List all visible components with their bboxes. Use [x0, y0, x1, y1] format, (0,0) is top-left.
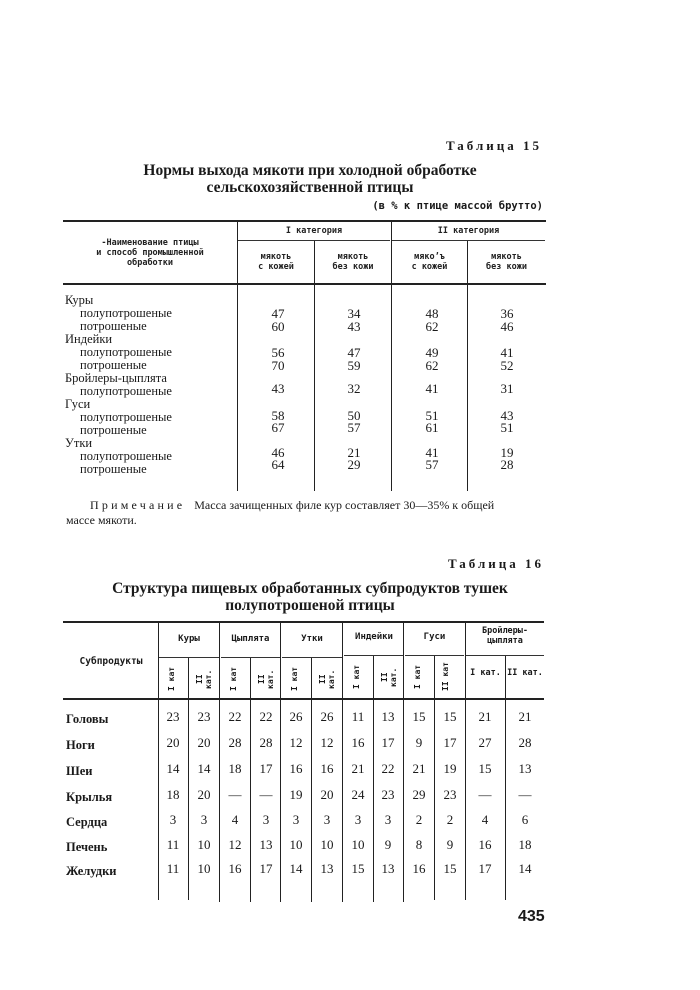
name-col-line: обработки [126, 258, 174, 268]
table15-cell: 28 [500, 457, 514, 472]
table16-cell: 16 [228, 861, 242, 876]
table16-cell: 17 [478, 861, 492, 876]
table16-sub-header: II кат. [507, 668, 543, 678]
table16-cell: 10 [289, 837, 303, 852]
table16-cell: 21 [351, 761, 365, 776]
table16-cell: 18 [228, 761, 242, 776]
table16-cell: 26 [320, 709, 334, 724]
table16-cell: 23 [443, 787, 457, 802]
table16-header-rule [63, 698, 544, 700]
table16-vline [403, 622, 404, 902]
table16-cell: 2 [446, 812, 454, 827]
table16-cell: — [259, 787, 273, 802]
table16-vline [280, 622, 281, 902]
table15-sub-header [468, 252, 545, 272]
table16-cell: 3 [384, 812, 392, 827]
sub-line: с кожей [258, 262, 294, 272]
table16-cell: — [228, 787, 242, 802]
table15-row-label: Гуси [65, 397, 91, 411]
table16-cell: 11 [351, 709, 365, 724]
table15-cell: 47 [271, 306, 285, 321]
table16-title-line2: полупотрошеной птицы [225, 597, 395, 614]
table16-cell: 16 [478, 837, 492, 852]
table15-row-label: потрошеные [80, 462, 147, 476]
table15-row-label: полупотрошеные [80, 306, 172, 320]
table15-cell: 49 [425, 345, 439, 360]
table15-cell: 58 [271, 408, 285, 423]
table15-cell: 62 [425, 319, 439, 334]
table16-cell: 20 [166, 735, 180, 750]
note-line1 [66, 498, 546, 513]
table15-cell: 67 [271, 420, 285, 435]
table15-header-rule [63, 283, 546, 285]
table16-cell: 26 [289, 709, 303, 724]
table16-cell: 11 [166, 861, 180, 876]
table16-cell: 12 [228, 837, 242, 852]
table15-vline-4 [467, 241, 468, 491]
table15-cell: 52 [500, 358, 514, 373]
table16-sub-header: II кат. [318, 669, 336, 689]
note-text: Масса зачищенных филе кур составляет 30—35% к общей [194, 498, 495, 512]
table16-cell: 14 [289, 861, 303, 876]
table16-cell: 13 [320, 861, 334, 876]
table16-cell: 22 [259, 709, 273, 724]
table16-title-line1: Структура пищевых обработанных субпродуктов тушек [112, 580, 508, 597]
sub-line: мякоть [260, 252, 292, 262]
table15-cat2-rule [392, 240, 545, 241]
table15-sub-header [238, 252, 314, 272]
table15-top-rule [63, 220, 546, 222]
table15-cell: 56 [271, 345, 285, 360]
table15-row-label: потрошеные [80, 423, 147, 437]
table16-vline [250, 658, 251, 902]
table16-cell: 21 [478, 709, 492, 724]
table16-group-rule [344, 655, 404, 656]
table16-vline [311, 658, 312, 902]
table16-cell: 16 [351, 735, 365, 750]
table16-cell: 12 [320, 735, 334, 750]
table16-cell: 22 [381, 761, 395, 776]
table15-cell: 48 [425, 306, 439, 321]
table15-row-label: полупотрошеные [80, 345, 172, 359]
table16-cell: 14 [166, 761, 180, 776]
table15-note [66, 498, 546, 528]
table15-row-label: потрошеные [80, 358, 147, 372]
table16-cell: 4 [481, 812, 489, 827]
table15-cell: 31 [500, 381, 514, 396]
table16-cell: 3 [169, 812, 177, 827]
sub-line: мякоть [491, 252, 522, 262]
name-col-line: и способ промышленной [96, 248, 204, 258]
table16-sub-header: I кат. [470, 668, 501, 678]
table16-sub-header: I кат [167, 666, 176, 692]
table16-cell: 10 [320, 837, 334, 852]
table16-sub-header: II кат [441, 662, 450, 692]
table15-cell: 50 [347, 408, 361, 423]
table15-title-line1: Нормы выхода мякоти при холодной обработке [143, 162, 477, 179]
table16-cell: 2 [415, 812, 423, 827]
table16-cell: 14 [518, 861, 532, 876]
table16-sub-header: I кат [229, 666, 238, 692]
table16-cell: — [518, 787, 532, 802]
table16-cell: 3 [200, 812, 208, 827]
table16-group-header: Утки [301, 634, 323, 644]
table16-cell: 18 [518, 837, 532, 852]
table16-cell: 8 [415, 837, 423, 852]
table16-cell: 9 [384, 837, 392, 852]
table16-label: Таблица 16 [447, 556, 544, 571]
table16-cell: 27 [478, 735, 492, 750]
table16-cell: 20 [197, 787, 211, 802]
table16-sub-header: I кат [413, 664, 422, 690]
table16-group-header: Гуси [423, 632, 446, 642]
table16-cell: 10 [197, 837, 211, 852]
table15-sub-header [315, 252, 391, 272]
table15-cell: 43 [347, 319, 361, 334]
table15-cell: 21 [347, 445, 361, 460]
table16-vline [505, 656, 506, 900]
table15-cell: 41 [425, 445, 439, 460]
table16-group-header: Цыплята [231, 634, 270, 644]
table15-cell: 43 [500, 408, 514, 423]
table16-vline [465, 622, 466, 900]
table15-cell: 62 [425, 358, 439, 373]
table16-sub-header: I кат [352, 664, 361, 690]
table16-cell: 16 [289, 761, 303, 776]
table16-cell: 22 [228, 709, 242, 724]
table16-cell: 23 [381, 787, 395, 802]
table16-cell: 9 [415, 735, 423, 750]
table16-cell: 17 [443, 735, 457, 750]
table16-row-label: Шеи [66, 764, 93, 778]
table16-vline [219, 622, 220, 902]
table16-cell: 3 [354, 812, 362, 827]
table16-cell: 28 [259, 735, 273, 750]
table15-cell: 34 [347, 306, 361, 321]
table16-cell: 21 [412, 761, 426, 776]
table16-cell: 19 [289, 787, 303, 802]
table15-vline-2 [314, 241, 315, 491]
table16-cell: 15 [412, 709, 426, 724]
table15-row-label: полупотрошеные [80, 449, 172, 463]
table15-cell: 51 [425, 408, 439, 423]
table15-name-col-header [70, 238, 230, 268]
table16-cell: 17 [259, 761, 273, 776]
table15-cell: 32 [347, 381, 361, 396]
table16-cell: 11 [166, 837, 180, 852]
table15-cell: 41 [500, 345, 514, 360]
table16-group-rule [282, 657, 342, 658]
table15-row-label: Индейки [65, 332, 113, 346]
table16-cell: 28 [228, 735, 242, 750]
table16-cell: 17 [259, 861, 273, 876]
note-label: Примечание [90, 498, 186, 512]
table15-label: Таблица 15 [445, 138, 542, 153]
table16-cell: 3 [262, 812, 270, 827]
group-line: Бройлеры- [481, 626, 529, 636]
table16-vline [342, 622, 343, 902]
table15-cell: 36 [500, 306, 514, 321]
table16-cell: 3 [292, 812, 300, 827]
table16-cell: 15 [443, 861, 457, 876]
table16-cell: 10 [197, 861, 211, 876]
table16-sub-header: II кат. [257, 669, 275, 689]
table16-cell: 21 [518, 709, 532, 724]
table15-cell: 29 [347, 457, 361, 472]
table16-group-header [466, 626, 544, 646]
table16-row-label: Ноги [66, 738, 95, 752]
table15-row-label: потрошеные [80, 319, 147, 333]
table16-group-header: Индейки [355, 632, 393, 642]
table16-cell: 15 [478, 761, 492, 776]
table16-cell: 3 [323, 812, 331, 827]
table16-vline [188, 658, 189, 900]
table16-top-rule [63, 621, 544, 623]
table16-cell: 20 [320, 787, 334, 802]
table16-row-label: Крылья [66, 790, 113, 804]
name-col-line: -Наименование птицы [101, 238, 199, 248]
table16-title [60, 580, 560, 614]
table16-first-col-header: Субпродукты [79, 656, 143, 667]
table16-cell: 16 [412, 861, 426, 876]
table16-cell: 20 [197, 735, 211, 750]
table15-cell: 70 [271, 358, 285, 373]
table16-cell: 4 [231, 812, 239, 827]
table15-cell: 46 [271, 445, 285, 460]
table15-cell: 59 [347, 358, 361, 373]
note-line2: массе мякоти. [66, 513, 137, 527]
table16-cell: 9 [446, 837, 454, 852]
table16-cell: 10 [351, 837, 365, 852]
table15-cell: 46 [500, 319, 514, 334]
table16-row-label: Головы [66, 712, 109, 726]
table16-cell: 19 [443, 761, 457, 776]
sub-line: без кожи [332, 262, 374, 272]
table16-cell: 6 [521, 812, 529, 827]
table16-sub-header: II кат. [195, 669, 213, 689]
table16-cell: 18 [166, 787, 180, 802]
table16-cell: 13 [518, 761, 532, 776]
table15-cell: 51 [500, 420, 514, 435]
page-number: 435 [518, 908, 545, 925]
table16-cell: 23 [197, 709, 211, 724]
table15-cell: 60 [271, 319, 285, 334]
table15-unit: (в % к птице массой брутто) [372, 200, 543, 212]
table16-cell: 12 [289, 735, 303, 750]
table15-cell: 47 [347, 345, 361, 360]
table15-cell: 43 [271, 381, 285, 396]
table15-row-label: Бройлеры-цыплята [65, 371, 167, 385]
table15-row-label: Утки [65, 436, 93, 450]
table16-cell: 15 [351, 861, 365, 876]
table16-cell: 16 [320, 761, 334, 776]
table16-row-label: Желудки [66, 864, 117, 878]
table15-row-label: полупотрошеные [80, 384, 172, 398]
table16-cell: 13 [381, 861, 395, 876]
table16-sub-header: I кат [290, 666, 299, 692]
table15-cell: 64 [271, 457, 285, 472]
table15-title-line2: сельскохозяйственной птицы [206, 179, 414, 196]
sub-line: с кожей [411, 262, 448, 272]
table16-group-header: Куры [178, 634, 200, 644]
table15-sub-header [392, 252, 467, 272]
table15-cell: 19 [500, 445, 514, 460]
table16-cell: 14 [197, 761, 211, 776]
table16-sub-header: II кат. [380, 667, 398, 687]
table15-title [60, 162, 560, 196]
group-line: цыплята [487, 636, 523, 646]
table15-cell: 57 [425, 457, 439, 472]
table16-cell: 23 [166, 709, 180, 724]
table16-row-label: Сердца [66, 815, 108, 829]
table15-cat2-header: II категория [437, 226, 500, 236]
table16-cell: — [478, 787, 492, 802]
table16-vline [434, 656, 435, 900]
table16-cell: 13 [381, 709, 395, 724]
table16-cell: 15 [443, 709, 457, 724]
sub-line: мякоть [337, 252, 369, 262]
table15-cell: 57 [347, 420, 361, 435]
sub-line: мяко’ъ [414, 252, 445, 262]
table16-cell: 28 [518, 735, 532, 750]
table16-group-rule [159, 657, 219, 658]
table15-cell: 61 [425, 420, 439, 435]
table16-cell: 13 [259, 837, 273, 852]
table16-cell: 17 [381, 735, 395, 750]
table16-row-label: Печень [66, 840, 108, 854]
sub-line: без кожи [486, 262, 527, 272]
table16-vline [158, 622, 159, 900]
table16-cell: 24 [351, 787, 365, 802]
table16-cell: 29 [412, 787, 426, 802]
table15-row-label: Куры [65, 293, 94, 307]
table15-cell: 41 [425, 381, 439, 396]
table15-row-label: полупотрошеные [80, 410, 172, 424]
table15-cat1-header: I категория [285, 226, 343, 236]
